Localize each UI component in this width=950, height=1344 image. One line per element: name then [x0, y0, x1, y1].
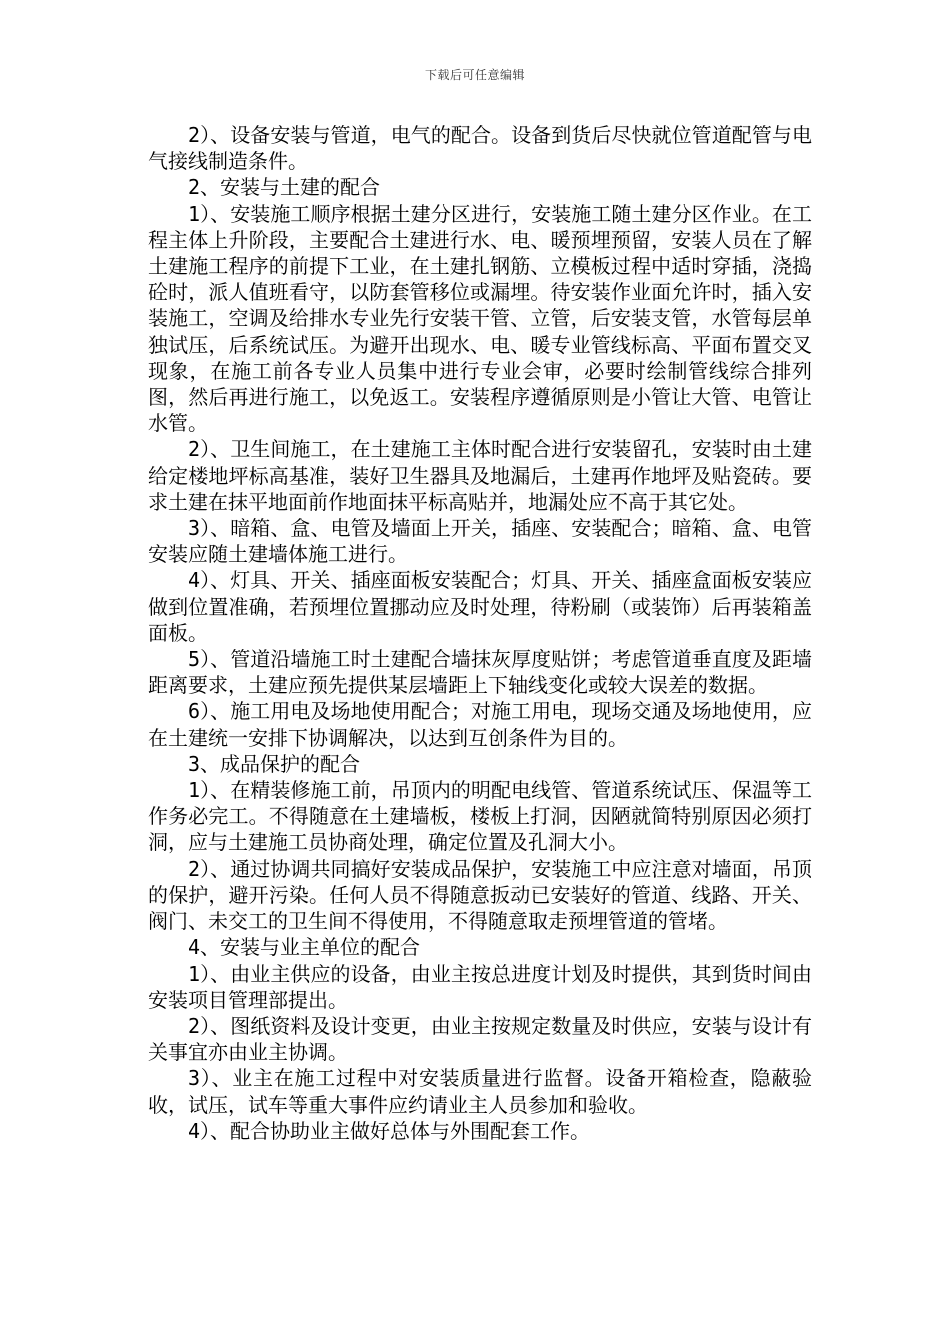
paragraph-power-site-use: 6）、施工用电及场地使用配合；对施工用电，现场交通及场地使用，应在土建统一安排下协调解决，以达到互创条件为目的。 — [148, 699, 812, 750]
paragraph-before-finishing: 1）、在精装修施工前，吊顶内的明配电线管、管道系统试压、保温等工作务必完工。不得随意在土建墙板，楼板上打洞，因陋就简特别原因必须打洞，应与土建施工员协商处理，确定位置及孔洞大小。 — [148, 778, 812, 855]
section-heading-owner-coordination: 4、安装与业主单位的配合 — [188, 935, 421, 960]
paragraph-owner-supervision: 3）、业主在施工过程中对安装质量进行监督。设备开箱检查，隐蔽验收，试压，试车等重大事件应约请业主人员参加和验收。 — [148, 1066, 812, 1117]
section-heading-product-protection: 3、成品保护的配合 — [188, 751, 361, 776]
paragraph-assist-owner: 4）、配合协助业主做好总体与外围配套工作。 — [188, 1118, 591, 1143]
section-heading-install-civil: 2、安装与土建的配合 — [188, 175, 381, 200]
page-header-note: 下载后可任意编辑 — [424, 68, 525, 82]
document-body — [148, 122, 812, 1144]
paragraph-drawings-design-changes: 2）、图纸资料及设计变更，由业主按规定数量及时供应，安装与设计有关事宜亦由业主协调。 — [148, 1013, 812, 1065]
paragraph-install-sequence: 1）、安装施工顺序根据土建分区进行，安装施工随土建分区作业。在工程主体上升阶段，主要配合土建进行水、电、暖预埋预留，安装人员在了解土建施工程序的前提下工业，在土建扎钢筋、立模板过程中适时穿插，浇捣砼时，派人值班看守，以防套管移位或漏埋。待安装作业面允许时，插入安装施工，空调及给排水专业先行安装干管、立管，后安装支管，水管每层单独试压，后系统试压。为避开出现水、电、暖专业管线标高、平面布置交叉现象，在施工前各专业人员集中进行专业会审，必要时绘制管线综合排列图，然后再进行施工，以免返工。安装程序遵循原则是小管让大管、电管让水管。 — [148, 201, 812, 436]
paragraph-bathroom-construction: 2）、卫生间施工，在土建施工主体时配合进行安装留孔，安装时由土建给定楼地坪标高基准，装好卫生器具及地漏后，土建再作地坪及贴瓷砖。要求土建在抹平地面前作地面抹平标高贴并，地漏处应不高于其它处。 — [148, 437, 812, 514]
paragraph-coordinate-protection: 2）、通过协调共同搞好安装成品保护，安装施工中应注意对墙面，吊顶的保护，避开污染。任何人员不得随意扳动已安装好的管道、线路、开关、阀门、未交工的卫生间不得使用，不得随意取走预埋管道的管堵。 — [148, 856, 812, 934]
paragraph-wall-pipes: 5）、管道沿墙施工时土建配合墙抹灰厚度贴饼；考虑管道垂直度及距墙距离要求，土建应预先提供某层墙距上下轴线变化或较大误差的数据。 — [148, 647, 812, 698]
paragraph-dark-box-switches: 3）、暗箱、盒、电管及墙面上开关，插座、安装配合；暗箱、盒、电管安装应随土建墙体施工进行。 — [148, 516, 812, 567]
paragraph-equipment-pipe-electric: 2）、设备安装与管道，电气的配合。设备到货后尽快就位管道配管与电气接线制造条件。 — [148, 123, 812, 174]
paragraph-owner-supplied-equipment: 1）、由业主供应的设备，由业主按总进度计划及时提供，其到货时间由安装项目管理部提出。 — [148, 961, 812, 1012]
paragraph-lamps-switches-panels: 4）、灯具、开关、插座面板安装配合；灯具、开关、插座盒面板安装应做到位置准确，若预埋位置挪动应及时处理，待粉刷（或装饰）后再装箱盖面板。 — [148, 568, 812, 645]
